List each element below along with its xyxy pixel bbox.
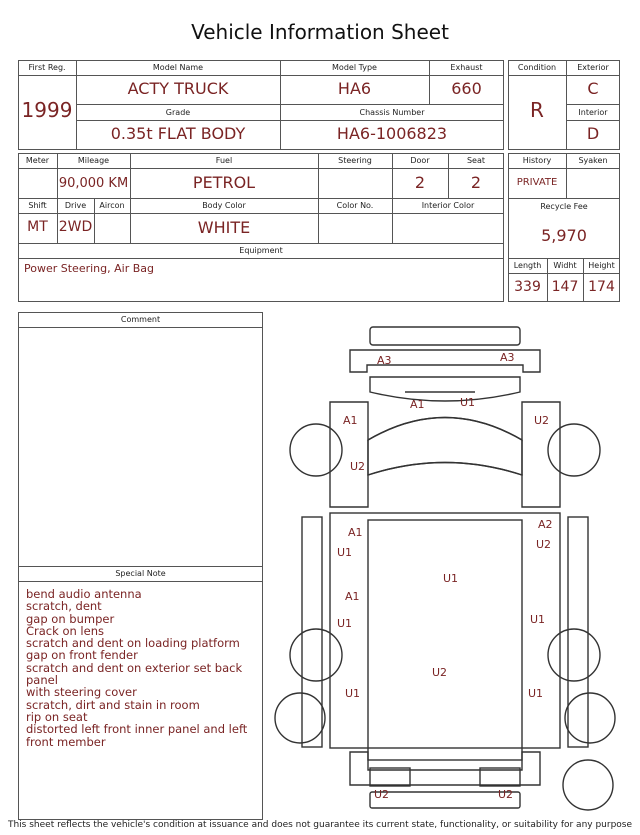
special-note-label: Special Note xyxy=(115,569,166,578)
disclaimer-footer: This sheet reflects the vehicle's condition at issuance and does not guarantee its current state, functionality, or suitability for any purpose xyxy=(7,820,633,830)
damage-diagram xyxy=(270,320,635,815)
recycle-fee-label: Recycle Fee xyxy=(540,202,588,211)
door-label: Door xyxy=(410,156,430,165)
height-value: 174 xyxy=(588,279,615,295)
equipment-label: Equipment xyxy=(239,246,283,255)
mark-hood-right: U1 xyxy=(460,396,476,409)
mark-bed-side-right-d: U1 xyxy=(528,687,544,700)
model-type-value: HA6 xyxy=(337,79,372,98)
mark-bed-center: U1 xyxy=(443,572,459,585)
mark-hood-left: A1 xyxy=(410,398,425,411)
special-note-item: Crack on lens xyxy=(26,623,104,638)
exterior-label: Exterior xyxy=(577,63,609,72)
seat-value: 2 xyxy=(470,173,482,192)
chassis-label: Chassis Number xyxy=(359,108,425,117)
mark-bed-front-right: A2 xyxy=(538,518,553,531)
special-note-item: bend audio antenna xyxy=(26,587,142,601)
interior-color-label: Interior Color xyxy=(421,201,475,210)
exterior-value: C xyxy=(587,79,599,98)
special-note-item: scratch, dirt and stain in room xyxy=(26,697,200,712)
special-note-item: rip on seat xyxy=(26,709,88,724)
mark-bed-side-left-d: U1 xyxy=(345,687,361,700)
mark-bed-side-right-a: U2 xyxy=(536,538,552,551)
special-note-item: with steering cover xyxy=(26,685,137,700)
meter-label: Meter xyxy=(25,156,50,165)
width-label: Widht xyxy=(553,261,577,270)
body-color-label: Body Color xyxy=(202,201,246,210)
shift-value: MT xyxy=(27,219,48,235)
aircon-label: Aircon xyxy=(99,201,125,210)
wheel-spare-left xyxy=(275,693,325,743)
history-label: History xyxy=(522,156,552,165)
special-note-item: gap on bumper xyxy=(26,611,115,626)
special-note-item: scratch and dent on loading platform xyxy=(26,636,240,651)
equipment-value: Power Steering, Air Bag xyxy=(24,262,154,275)
mark-bed-front-left: A1 xyxy=(348,526,363,539)
wheel-spare-right xyxy=(565,693,615,743)
exhaust-label: Exhaust xyxy=(450,63,483,72)
height-label: Height xyxy=(588,261,615,270)
hood xyxy=(370,377,520,401)
steering-label: Steering xyxy=(338,156,372,165)
first-reg-value: 1999 xyxy=(21,98,73,122)
mark-bed-side-left-b: A1 xyxy=(345,590,360,603)
model-type-label: Model Type xyxy=(332,63,377,72)
length-label: Length xyxy=(513,261,542,270)
wheel-rear-left xyxy=(290,629,342,681)
mark-rear-right: U2 xyxy=(498,788,514,801)
mark-bed-side-right-b: U1 xyxy=(530,613,546,626)
special-note-item: scratch and dent on exterior set back panel xyxy=(26,660,243,688)
wheel-extra-right xyxy=(563,760,613,810)
grade-value: 0.35t FLAT BODY xyxy=(110,124,246,143)
mark-front-left: A3 xyxy=(377,354,392,367)
mark-front-right: A3 xyxy=(500,351,515,364)
mark-bed-rear-center: U2 xyxy=(432,666,448,679)
recycle-fee-value: 5,970 xyxy=(541,226,587,245)
mark-rear-left: U2 xyxy=(374,788,390,801)
color-no-label: Color No. xyxy=(336,201,374,210)
shift-label: Shift xyxy=(28,201,47,210)
wheel-front-left xyxy=(290,424,342,476)
special-note-item: gap on front fender xyxy=(26,648,138,663)
special-note-item: distorted left front inner panel and left front member xyxy=(26,722,248,749)
mark-fender-right: U2 xyxy=(534,414,550,427)
condition-value: R xyxy=(530,98,544,122)
special-note-item: scratch, dent xyxy=(26,599,102,614)
page-title: Vehicle Information Sheet xyxy=(191,20,449,44)
seat-label: Seat xyxy=(466,156,486,165)
windshield xyxy=(368,418,522,476)
model-name-label: Model Name xyxy=(152,63,204,72)
chassis-value: HA6-1006823 xyxy=(336,124,448,143)
condition-label: Condition xyxy=(517,63,557,72)
mark-door-left: U2 xyxy=(350,460,366,473)
length-value: 339 xyxy=(514,279,541,295)
interior-value: D xyxy=(586,124,600,143)
interior-label: Interior xyxy=(578,108,608,117)
mark-fender-left: A1 xyxy=(343,414,358,427)
front-bumper xyxy=(370,327,520,345)
grade-label: Grade xyxy=(165,108,191,117)
exhaust-value: 660 xyxy=(451,79,482,98)
drive-label: Drive xyxy=(64,201,87,210)
first-reg-label: First Reg. xyxy=(28,63,66,72)
loading-bed xyxy=(330,513,560,748)
mileage-label: Mileage xyxy=(77,156,110,165)
special-note-list xyxy=(26,588,262,748)
mileage-value: 90,000 KM xyxy=(58,176,129,191)
fuel-value: PETROL xyxy=(192,173,256,192)
mark-bed-side-left-c: U1 xyxy=(337,617,353,630)
mark-bed-side-left-a: U1 xyxy=(337,546,353,559)
syaken-label: Syaken xyxy=(578,156,608,165)
wheel-front-right xyxy=(548,424,600,476)
width-value: 147 xyxy=(551,279,579,295)
body-color-value: WHITE xyxy=(197,218,251,237)
history-value: PRIVATE xyxy=(516,177,558,188)
drive-value: 2WD xyxy=(58,219,93,235)
fuel-label: Fuel xyxy=(215,156,233,165)
comment-label: Comment xyxy=(120,315,161,324)
door-value: 2 xyxy=(414,173,426,192)
wheel-rear-right xyxy=(548,629,600,681)
model-name-value: ACTY TRUCK xyxy=(127,79,229,98)
